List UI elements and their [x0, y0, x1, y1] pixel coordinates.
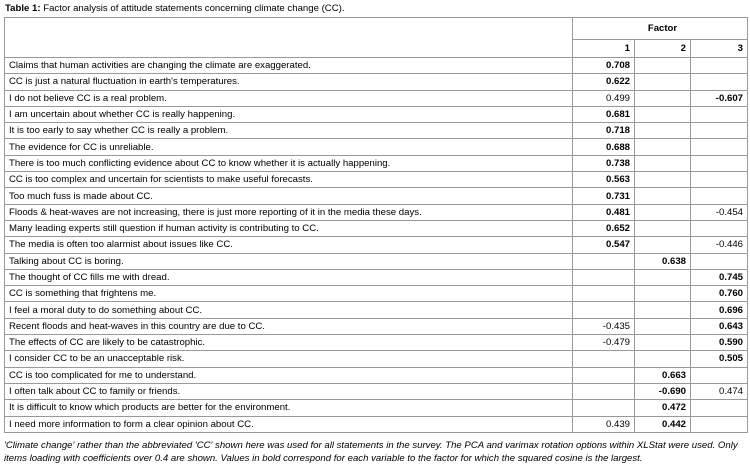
column-header-factor-2: 2	[635, 40, 691, 58]
loading-cell-factor-3: 0.745	[691, 269, 748, 285]
loading-cell-factor-1	[573, 286, 635, 302]
statement-cell: I consider CC to be an unacceptable risk.	[5, 351, 573, 367]
loading-cell-factor-1	[573, 269, 635, 285]
loading-cell-factor-1: -0.479	[573, 335, 635, 351]
loading-cell-factor-2	[635, 351, 691, 367]
loading-cell-factor-3: 0.474	[691, 383, 748, 399]
loading-cell-factor-3	[691, 123, 748, 139]
statement-cell: I am uncertain about whether CC is really happening.	[5, 106, 573, 122]
statement-cell: Talking about CC is boring.	[5, 253, 573, 269]
loading-cell-factor-1: 0.481	[573, 204, 635, 220]
table-row	[5, 188, 748, 204]
loading-cell-factor-2: -0.690	[635, 383, 691, 399]
table-row	[5, 220, 748, 236]
statement-cell: CC is too complicated for me to understand.	[5, 367, 573, 383]
loading-cell-factor-2	[635, 139, 691, 155]
loading-cell-factor-3	[691, 416, 748, 432]
loading-cell-factor-2	[635, 188, 691, 204]
loading-cell-factor-1: 0.681	[573, 106, 635, 122]
table-row	[5, 155, 748, 171]
loading-cell-factor-2	[635, 220, 691, 236]
loading-cell-factor-3	[691, 253, 748, 269]
loading-cell-factor-1: 0.622	[573, 74, 635, 90]
header-row-factor	[5, 18, 748, 40]
loading-cell-factor-1	[573, 253, 635, 269]
loading-cell-factor-3	[691, 139, 748, 155]
loading-cell-factor-2	[635, 318, 691, 334]
statement-cell: I need more information to form a clear opinion about CC.	[5, 416, 573, 432]
loading-cell-factor-2	[635, 237, 691, 253]
loading-cell-factor-1: 0.731	[573, 188, 635, 204]
table-row	[5, 106, 748, 122]
loading-cell-factor-3: 0.590	[691, 335, 748, 351]
loading-cell-factor-2	[635, 90, 691, 106]
statement-cell: The thought of CC fills me with dread.	[5, 269, 573, 285]
table-caption	[5, 3, 345, 15]
statement-cell: The evidence for CC is unreliable.	[5, 139, 573, 155]
table-caption-label: Table 1:	[5, 3, 41, 14]
loading-cell-factor-3	[691, 58, 748, 74]
statement-cell: There is too much conflicting evidence about CC to know whether it is actually happening.	[5, 155, 573, 171]
loading-cell-factor-2	[635, 58, 691, 74]
loading-cell-factor-2	[635, 106, 691, 122]
header-factor-left-cell	[573, 18, 635, 40]
loading-cell-factor-3: -0.454	[691, 204, 748, 220]
table-row	[5, 123, 748, 139]
loading-cell-factor-1	[573, 400, 635, 416]
loading-cell-factor-1	[573, 351, 635, 367]
loading-cell-factor-2	[635, 286, 691, 302]
table-row	[5, 351, 748, 367]
loading-cell-factor-3: -0.446	[691, 237, 748, 253]
table-row	[5, 335, 748, 351]
loading-cell-factor-2	[635, 74, 691, 90]
loading-cell-factor-3	[691, 155, 748, 171]
table-row	[5, 253, 748, 269]
table-caption-text: Factor analysis of attitude statements concerning climate change (CC).	[40, 3, 345, 14]
loading-cell-factor-3	[691, 74, 748, 90]
loading-cell-factor-1	[573, 383, 635, 399]
loading-cell-factor-1: 0.688	[573, 139, 635, 155]
loading-cell-factor-1	[573, 367, 635, 383]
table-row	[5, 90, 748, 106]
loading-cell-factor-2	[635, 172, 691, 188]
table-row	[5, 383, 748, 399]
loading-cell-factor-1: 0.439	[573, 416, 635, 432]
loading-cell-factor-2	[635, 155, 691, 171]
loading-cell-factor-1: 0.708	[573, 58, 635, 74]
loading-cell-factor-3	[691, 172, 748, 188]
statement-cell: Floods & heat-waves are not increasing, there is just more reporting of it in the media these days.	[5, 204, 573, 220]
statement-cell: CC is something that frightens me.	[5, 286, 573, 302]
table-row	[5, 286, 748, 302]
table-row	[5, 58, 748, 74]
table-row	[5, 302, 748, 318]
statement-cell: It is difficult to know which products are better for the environment.	[5, 400, 573, 416]
loading-cell-factor-3: 0.760	[691, 286, 748, 302]
statement-cell: The effects of CC are likely to be catastrophic.	[5, 335, 573, 351]
loading-cell-factor-1: 0.547	[573, 237, 635, 253]
table-row	[5, 204, 748, 220]
loading-cell-factor-1: 0.718	[573, 123, 635, 139]
factor-table	[4, 17, 748, 433]
header-factor-right-cell	[691, 18, 748, 40]
loading-cell-factor-1	[573, 302, 635, 318]
loading-cell-factor-2: 0.442	[635, 416, 691, 432]
table-row	[5, 237, 748, 253]
statement-cell: The media is often too alarmist about issues like CC.	[5, 237, 573, 253]
header-row-columns	[5, 40, 748, 58]
loading-cell-factor-2	[635, 269, 691, 285]
statement-cell: I do not believe CC is a real problem.	[5, 90, 573, 106]
loading-cell-factor-3	[691, 220, 748, 236]
loading-cell-factor-3	[691, 400, 748, 416]
loading-cell-factor-3	[691, 367, 748, 383]
loading-cell-factor-3: 0.505	[691, 351, 748, 367]
table-footnote: 'Climate change' rather than the abbreviated 'CC' shown here was used for all statements in the survey. The PCA and varimax rotation options within XLStat were used. Only items loading with coefficients over 0.4 are shown. Values in bold correspond for each variable to the factor for which the squared cosine is the largest.	[4, 440, 738, 464]
loading-cell-factor-3	[691, 106, 748, 122]
loading-cell-factor-3: 0.643	[691, 318, 748, 334]
loading-cell-factor-3: -0.607	[691, 90, 748, 106]
table-row	[5, 172, 748, 188]
statement-cell: Many leading experts still question if human activity is contributing to CC.	[5, 220, 573, 236]
table-row	[5, 400, 748, 416]
table-row	[5, 269, 748, 285]
loading-cell-factor-1: 0.652	[573, 220, 635, 236]
statement-cell: CC is just a natural fluctuation in earth's temperatures.	[5, 74, 573, 90]
loading-cell-factor-1: 0.499	[573, 90, 635, 106]
statement-cell: Recent floods and heat-waves in this country are due to CC.	[5, 318, 573, 334]
loading-cell-factor-2	[635, 335, 691, 351]
table-row	[5, 367, 748, 383]
table-row	[5, 74, 748, 90]
loading-cell-factor-1: 0.563	[573, 172, 635, 188]
header-blank-cell-2	[5, 40, 573, 58]
column-header-factor-3: 3	[691, 40, 748, 58]
loading-cell-factor-1: -0.435	[573, 318, 635, 334]
loading-cell-factor-2: 0.663	[635, 367, 691, 383]
table-row	[5, 139, 748, 155]
table-row	[5, 318, 748, 334]
statement-cell: I often talk about CC to family or friends.	[5, 383, 573, 399]
loading-cell-factor-1: 0.738	[573, 155, 635, 171]
table-row	[5, 416, 748, 432]
loading-cell-factor-3: 0.696	[691, 302, 748, 318]
loading-cell-factor-3	[691, 188, 748, 204]
loading-cell-factor-2: 0.472	[635, 400, 691, 416]
loading-cell-factor-2: 0.638	[635, 253, 691, 269]
statement-cell: I feel a moral duty to do something about CC.	[5, 302, 573, 318]
loading-cell-factor-2	[635, 204, 691, 220]
loading-cell-factor-2	[635, 302, 691, 318]
loading-cell-factor-2	[635, 123, 691, 139]
header-factor-label: Factor	[635, 18, 691, 40]
statement-cell: Claims that human activities are changing the climate are exaggerated.	[5, 58, 573, 74]
statement-cell: Too much fuss is made about CC.	[5, 188, 573, 204]
statement-cell: CC is too complex and uncertain for scientists to make useful forecasts.	[5, 172, 573, 188]
statement-cell: It is too early to say whether CC is really a problem.	[5, 123, 573, 139]
header-blank-cell	[5, 18, 573, 40]
column-header-factor-1: 1	[573, 40, 635, 58]
